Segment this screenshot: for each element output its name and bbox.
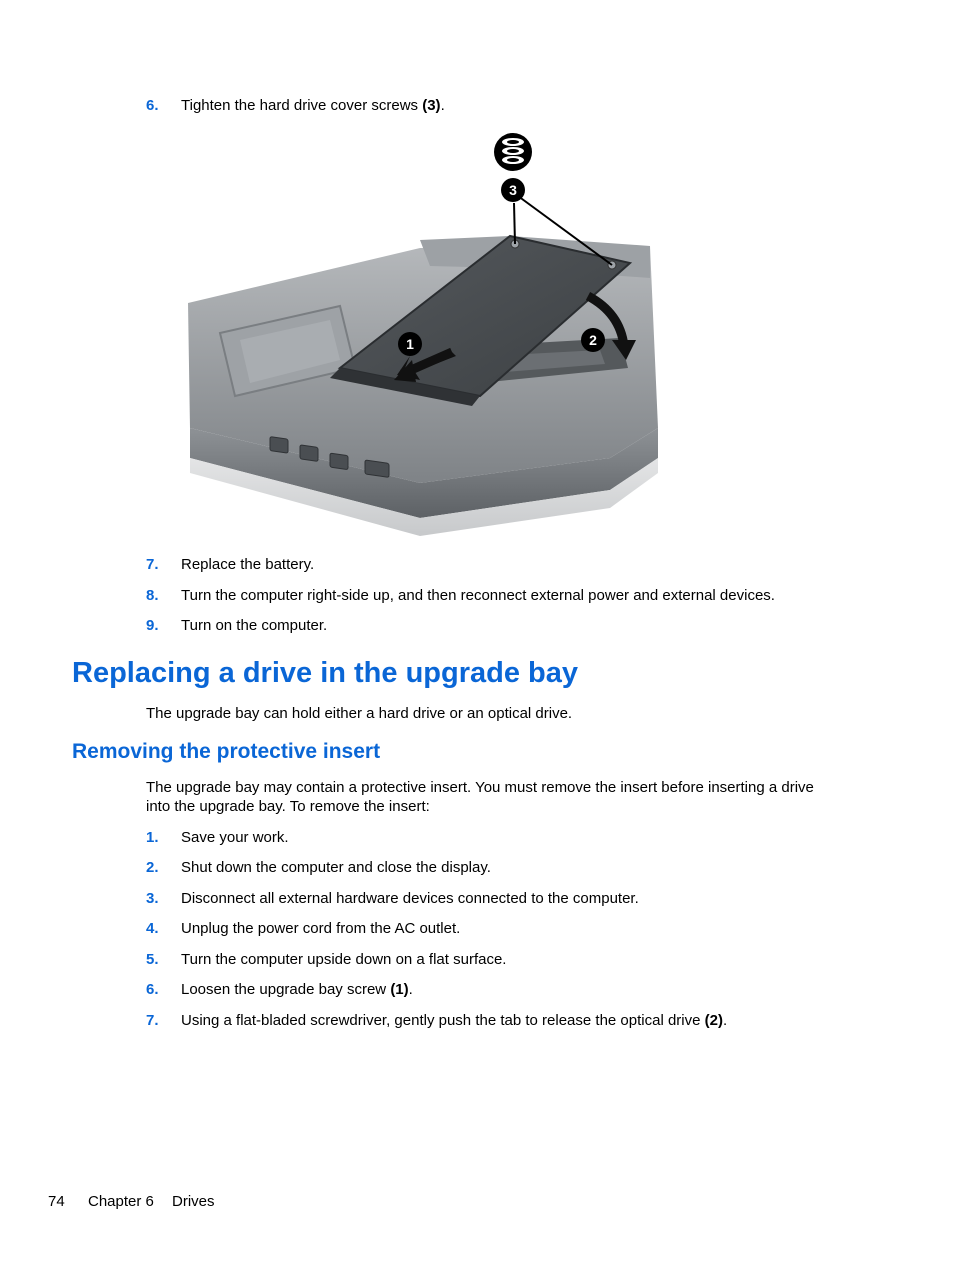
svg-text:1: 1 xyxy=(406,336,414,352)
step-number: 7. xyxy=(146,556,159,573)
step-number: 5. xyxy=(146,951,159,968)
svg-text:2: 2 xyxy=(589,332,597,348)
hard-drive-cover-illustration xyxy=(180,128,660,538)
footer-chapter: Chapter 6 xyxy=(88,1193,154,1210)
step-text: Turn on the computer. xyxy=(181,617,328,634)
step-number: 8. xyxy=(146,587,159,604)
step-text: Unplug the power cord from the AC outlet. xyxy=(181,920,461,937)
page-number: 74 xyxy=(48,1193,65,1210)
step-number: 9. xyxy=(146,617,159,634)
step-text: Loosen the upgrade bay screw (1). xyxy=(181,981,413,998)
subsection-intro xyxy=(146,778,814,816)
step-text: Replace the battery. xyxy=(181,556,315,573)
step-text: Shut down the computer and close the display. xyxy=(181,859,491,876)
step-number: 4. xyxy=(146,920,159,937)
section-intro: The upgrade bay can hold either a hard drive or an optical drive. xyxy=(146,705,573,722)
step-number: 2. xyxy=(146,859,159,876)
step-text: Turn the computer right-side up, and then reconnect external power and external devices. xyxy=(181,587,775,604)
step-text: Disconnect all external hardware devices connected to the computer. xyxy=(181,890,639,907)
step-number: 1. xyxy=(146,829,159,846)
step-text: Using a flat-bladed screwdriver, gently push the tab to release the optical drive (2). xyxy=(181,1012,728,1029)
section-heading: Replacing a drive in the upgrade bay xyxy=(72,657,579,689)
svg-text:3: 3 xyxy=(509,182,517,198)
subsection-heading: Removing the protective insert xyxy=(72,740,381,763)
step-text: Tighten the hard drive cover screws (3). xyxy=(181,97,445,114)
step-text: Turn the computer upside down on a flat surface. xyxy=(181,951,507,968)
step-number: 7. xyxy=(146,1012,159,1029)
subsection-intro-line-2: into the upgrade bay. To remove the insert: xyxy=(146,798,430,815)
step-number: 3. xyxy=(146,890,159,907)
step-number: 6. xyxy=(146,97,159,114)
footer-chapter-title: Drives xyxy=(172,1193,215,1210)
subsection-intro-line-1: The upgrade bay may contain a protective insert. You must remove the insert before inserting a drive xyxy=(146,779,814,796)
hard-drive-icon xyxy=(494,133,532,171)
callout-2 xyxy=(581,328,605,352)
callout-3 xyxy=(501,178,525,202)
step-text: Save your work. xyxy=(181,829,289,846)
callout-1 xyxy=(398,332,422,356)
step-number: 6. xyxy=(146,981,159,998)
